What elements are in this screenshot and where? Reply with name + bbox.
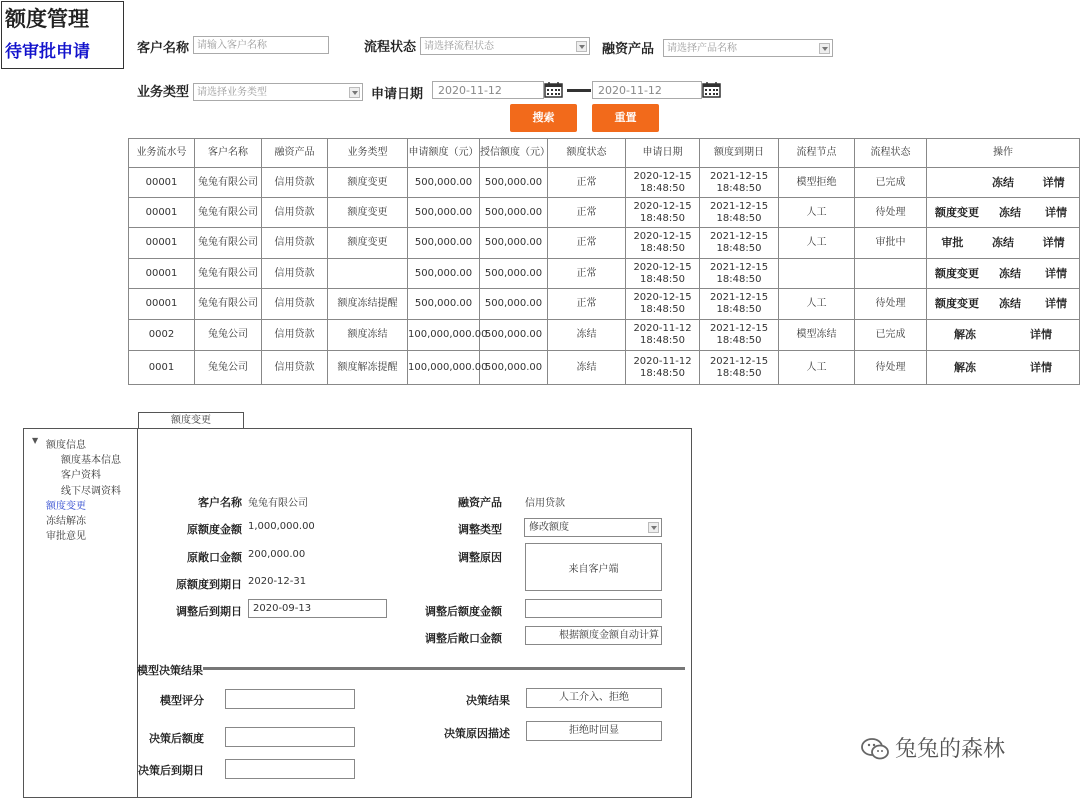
table-row	[129, 289, 1080, 320]
table-cell: 00001	[129, 259, 195, 289]
table-cell: 额度变更	[328, 228, 408, 259]
datetime-part: 2020-12-15	[633, 261, 692, 273]
model-section-title: 模型决策结果	[137, 664, 203, 677]
table-cell: 人工	[779, 351, 855, 385]
row-action-link[interactable]: 冻结	[991, 175, 1014, 189]
adjust-reason-label: 调整原因	[458, 551, 502, 564]
table-row	[129, 228, 1080, 259]
finance-product-placeholder: 请选择产品名称	[667, 43, 737, 54]
table-cell-datetime	[700, 289, 779, 320]
new-due-input[interactable]: 2020-09-13	[248, 599, 387, 618]
chevron-down-icon	[648, 522, 659, 533]
table-cell-datetime	[700, 351, 779, 385]
column-header: 流程节点	[779, 139, 855, 168]
column-header: 授信额度（元）	[480, 139, 548, 168]
new-amount-input[interactable]	[525, 599, 662, 618]
table-cell-datetime	[626, 228, 700, 259]
row-action-link[interactable]: 额度变更	[935, 205, 979, 219]
finance-product-select[interactable]	[663, 39, 833, 57]
orig-due-value: 2020-12-31	[248, 576, 307, 587]
section-divider	[203, 667, 685, 670]
table-cell: 人工	[779, 289, 855, 320]
nav-item-offline-docs[interactable]: 线下尽调资料	[61, 486, 121, 497]
table-cell: 00001	[129, 228, 195, 259]
column-header: 业务类型	[328, 139, 408, 168]
row-action-link[interactable]: 详情	[1042, 236, 1065, 249]
table-cell: 已完成	[855, 320, 927, 351]
row-action-link[interactable]: 冻结	[999, 266, 1021, 280]
table-row	[129, 259, 1080, 289]
decision-due-input[interactable]	[225, 759, 355, 779]
reset-button[interactable]: 重置	[592, 104, 659, 132]
table-cell: 500,000.00	[480, 198, 548, 228]
table-cell: 500,000.00	[480, 351, 548, 385]
table-cell-datetime	[700, 259, 779, 289]
orig-exposure-value: 200,000.00	[248, 549, 306, 560]
table-cell-datetime	[700, 320, 779, 351]
column-header: 额度到期日	[700, 139, 779, 168]
decision-reason-input: 拒绝时回显	[526, 721, 662, 741]
table-cell: 500,000.00	[408, 228, 480, 259]
row-action-link[interactable]: 详情	[1030, 360, 1052, 374]
nav-item-basic-info[interactable]: 额度基本信息	[61, 455, 121, 466]
row-action-link[interactable]: 详情	[1030, 328, 1052, 341]
adjust-type-label: 调整类型	[458, 523, 502, 536]
table-cell: 额度变更	[328, 198, 408, 228]
table-cell: 兔兔有限公司	[195, 198, 262, 228]
table-row	[129, 320, 1080, 351]
table-header-row	[129, 139, 1080, 168]
column-header: 融资产品	[262, 139, 328, 168]
row-action-link[interactable]: 详情	[1045, 266, 1067, 280]
table-cell: 待处理	[855, 289, 927, 320]
caret-down-icon[interactable]: ▼	[32, 436, 39, 445]
adjust-reason-textarea[interactable]	[525, 543, 662, 591]
table-cell: 0001	[129, 351, 195, 385]
table-cell: 正常	[548, 289, 626, 320]
table-cell: 待处理	[855, 198, 927, 228]
table-cell: 信用贷款	[262, 289, 328, 320]
table-cell-datetime	[700, 228, 779, 259]
page-subtitle: 待审批申请	[5, 42, 90, 62]
table-cell-actions	[927, 168, 1080, 198]
table-cell-actions	[927, 320, 1080, 351]
datetime-part: 2021-12-15	[709, 261, 769, 273]
table-cell: 人工	[779, 198, 855, 228]
table-cell: 500,000.00	[480, 289, 548, 320]
table-cell-actions	[927, 289, 1080, 320]
table-cell	[779, 259, 855, 289]
datetime-part: 2020-11-12	[633, 355, 692, 367]
row-action-link[interactable]: 额度变更	[935, 297, 979, 310]
table-cell-datetime	[626, 320, 700, 351]
search-button[interactable]: 搜索	[510, 104, 577, 132]
new-amount-label: 调整后额度金额	[425, 605, 502, 618]
decision-result-input: 人工介入、拒绝	[526, 688, 662, 708]
table-cell: 0002	[129, 320, 195, 351]
table-cell: 500,000.00	[408, 198, 480, 228]
table-cell-datetime	[626, 351, 700, 385]
table-cell-datetime	[626, 259, 700, 289]
column-header: 操作	[927, 139, 1080, 168]
date-from-input[interactable]: 2020-11-12	[432, 81, 544, 99]
table-row	[129, 198, 1080, 228]
table-cell: 额度冻结	[328, 320, 408, 351]
orig-amount-label: 原额度金额	[187, 523, 242, 536]
column-header: 客户名称	[195, 139, 262, 168]
wechat-icon	[860, 736, 890, 762]
row-action-link[interactable]: 冻结	[999, 297, 1021, 310]
table-cell: 正常	[548, 259, 626, 289]
row-actions	[927, 298, 1079, 310]
table-cell-actions	[927, 259, 1080, 289]
nav-group-quota-info[interactable]: 额度信息	[46, 440, 86, 451]
table-cell: 已完成	[855, 168, 927, 198]
model-score-input[interactable]	[225, 689, 355, 709]
calendar-icon[interactable]	[544, 81, 563, 98]
row-actions	[927, 329, 1079, 341]
adjust-reason-value: 来自客户端	[568, 563, 619, 575]
table-cell: 500,000.00	[480, 228, 548, 259]
business-type-select[interactable]	[193, 83, 363, 101]
table-cell: 冻结	[548, 351, 626, 385]
table-cell: 正常	[548, 168, 626, 198]
datetime-part: 18:48:50	[640, 304, 685, 315]
table-cell: 兔兔有限公司	[195, 289, 262, 320]
table-cell: 额度冻结提醒	[328, 289, 408, 320]
decision-reason-label: 决策原因描述	[444, 727, 510, 740]
orig-exposure-label: 原敞口金额	[187, 551, 242, 564]
finance-product-value: 信用贷款	[525, 498, 565, 509]
table-cell: 500,000.00	[480, 259, 548, 289]
datetime-part: 18:48:50	[716, 182, 762, 194]
row-action-link[interactable]: 审批	[941, 236, 964, 249]
table-cell: 500,000.00	[408, 259, 480, 289]
table-cell: 额度变更	[328, 168, 408, 198]
calendar-icon[interactable]	[702, 81, 721, 98]
adjust-type-value: 修改额度	[529, 522, 569, 533]
new-exposure-label: 调整后敞口金额	[425, 632, 502, 645]
nav-item-approval-opinion[interactable]: 审批意见	[46, 531, 86, 542]
datetime-part: 2020-12-15	[633, 292, 692, 303]
page-title: 额度管理	[5, 7, 89, 31]
datetime-part: 2021-12-15	[709, 292, 769, 303]
customer-name-value: 兔兔有限公司	[248, 498, 308, 509]
row-action-link[interactable]: 额度变更	[935, 266, 979, 280]
chevron-down-icon	[349, 87, 360, 98]
finance-product-label: 融资产品	[458, 496, 502, 509]
datetime-part: 18:48:50	[640, 273, 685, 285]
table-cell-datetime	[700, 168, 779, 198]
table-cell	[855, 259, 927, 289]
datetime-part: 2020-11-12	[633, 323, 692, 334]
table-cell: 00001	[129, 289, 195, 320]
table-cell: 兔兔有限公司	[195, 259, 262, 289]
datetime-part: 18:48:50	[716, 304, 762, 315]
flow-status-placeholder: 请选择流程状态	[424, 41, 494, 52]
business-type-placeholder: 请选择业务类型	[197, 87, 267, 98]
business-type-label: 业务类型	[137, 85, 190, 100]
column-header: 申请日期	[626, 139, 700, 168]
table-cell: 500,000.00	[408, 289, 480, 320]
row-action-link[interactable]: 冻结	[991, 236, 1014, 249]
approval-table	[128, 138, 1080, 385]
customer-name-input[interactable]: 请输入客户名称	[193, 36, 329, 54]
row-actions	[927, 237, 1079, 249]
table-cell: 500,000.00	[480, 168, 548, 198]
datetime-part: 18:48:50	[640, 243, 685, 254]
row-actions	[927, 268, 1079, 280]
row-action-link[interactable]: 详情	[1042, 175, 1065, 189]
table-cell-datetime	[626, 289, 700, 320]
customer-name-label: 客户名称	[198, 496, 242, 509]
datetime-part: 2021-12-15	[709, 231, 769, 242]
table-cell-datetime	[626, 168, 700, 198]
apply-date-label: 申请日期	[371, 87, 424, 102]
table-row	[129, 351, 1080, 385]
column-header: 额度状态	[548, 139, 626, 168]
nav-item-freeze[interactable]: 冻结解冻	[46, 516, 86, 527]
table-cell: 审批中	[855, 228, 927, 259]
datetime-part: 18:48:50	[716, 212, 762, 224]
table-cell-datetime	[700, 198, 779, 228]
row-action-link[interactable]: 解冻	[954, 360, 976, 374]
adjust-type-select[interactable]	[524, 518, 662, 537]
nav-item-quota-change[interactable]: 额度变更	[46, 501, 86, 512]
table-cell: 兔兔有限公司	[195, 168, 262, 198]
nav-item-customer-docs[interactable]: 客户资料	[61, 470, 101, 481]
table-cell	[328, 259, 408, 289]
model-score-label: 模型评分	[160, 694, 204, 707]
table-cell: 人工	[779, 228, 855, 259]
new-exposure-input: 根据额度金额自动计算	[525, 626, 662, 645]
finance-product-label: 融资产品	[602, 42, 655, 57]
flow-status-label: 流程状态	[364, 40, 417, 55]
datetime-part: 18:48:50	[716, 243, 762, 254]
orig-due-label: 原额度到期日	[176, 578, 242, 591]
column-header: 业务流水号	[129, 139, 195, 168]
row-action-link[interactable]: 冻结	[999, 205, 1021, 219]
table-cell: 500,000.00	[408, 168, 480, 198]
table-cell: 信用贷款	[262, 198, 328, 228]
customer-name-label: 客户名称	[137, 41, 190, 56]
table-cell: 待处理	[855, 351, 927, 385]
new-due-label: 调整后到期日	[176, 605, 242, 618]
flow-status-select[interactable]	[420, 37, 590, 55]
datetime-part: 2020-12-15	[633, 200, 692, 212]
table-cell: 00001	[129, 168, 195, 198]
watermark-text: 兔兔的森林	[895, 737, 1006, 762]
table-cell: 兔兔公司	[195, 351, 262, 385]
date-range-separator	[567, 89, 591, 92]
row-actions	[927, 177, 1079, 189]
datetime-part: 2020-12-15	[633, 170, 692, 182]
datetime-part: 18:48:50	[640, 212, 685, 224]
table-cell: 信用贷款	[262, 228, 328, 259]
datetime-part: 2020-12-15	[633, 231, 692, 242]
table-cell: 模型拒绝	[779, 168, 855, 198]
table-cell: 正常	[548, 198, 626, 228]
row-action-link	[937, 177, 967, 189]
table-cell: 模型冻结	[779, 320, 855, 351]
date-to-input[interactable]: 2020-11-12	[592, 81, 702, 99]
datetime-part: 18:48:50	[716, 335, 762, 346]
row-action-link[interactable]: 详情	[1045, 205, 1067, 219]
datetime-part: 18:48:50	[640, 367, 685, 379]
decision-amount-input[interactable]	[225, 727, 355, 747]
datetime-part: 18:48:50	[640, 182, 685, 194]
table-cell: 100,000,000.00	[408, 351, 480, 385]
table-cell: 兔兔有限公司	[195, 228, 262, 259]
table-cell: 信用贷款	[262, 351, 328, 385]
table-cell-actions	[927, 198, 1080, 228]
row-action-link[interactable]: 详情	[1045, 297, 1067, 310]
table-cell: 信用贷款	[262, 320, 328, 351]
datetime-part: 18:48:50	[716, 273, 762, 285]
decision-result-label: 决策结果	[466, 694, 510, 707]
table-cell: 额度解冻提醒	[328, 351, 408, 385]
chevron-down-icon	[819, 43, 830, 54]
decision-amount-label: 决策后额度	[149, 732, 204, 745]
table-cell: 500,000.00	[480, 320, 548, 351]
datetime-part: 2021-12-15	[709, 170, 769, 182]
table-cell: 正常	[548, 228, 626, 259]
datetime-part: 18:48:50	[640, 335, 685, 346]
table-cell-actions	[927, 228, 1080, 259]
datetime-part: 18:48:50	[716, 367, 762, 379]
decision-due-label: 决策后到期日	[138, 764, 204, 777]
datetime-part: 2021-12-15	[709, 323, 769, 334]
table-cell: 兔兔公司	[195, 320, 262, 351]
table-cell: 信用贷款	[262, 259, 328, 289]
table-cell: 100,000,000.00	[408, 320, 480, 351]
table-cell-actions	[927, 351, 1080, 385]
tab-quota-change[interactable]: 额度变更	[138, 412, 244, 429]
table-cell: 00001	[129, 198, 195, 228]
datetime-part: 2021-12-15	[709, 355, 769, 367]
row-actions	[927, 362, 1079, 374]
datetime-part: 2021-12-15	[709, 200, 769, 212]
column-header: 申请额度（元）	[408, 139, 480, 168]
table-cell: 信用贷款	[262, 168, 328, 198]
table-cell: 冻结	[548, 320, 626, 351]
chevron-down-icon	[576, 41, 587, 52]
orig-amount-value: 1,000,000.00	[248, 521, 315, 532]
row-actions	[927, 207, 1079, 219]
table-cell-datetime	[626, 198, 700, 228]
row-action-link[interactable]: 解冻	[954, 328, 976, 341]
table-row	[129, 168, 1080, 198]
column-header: 流程状态	[855, 139, 927, 168]
